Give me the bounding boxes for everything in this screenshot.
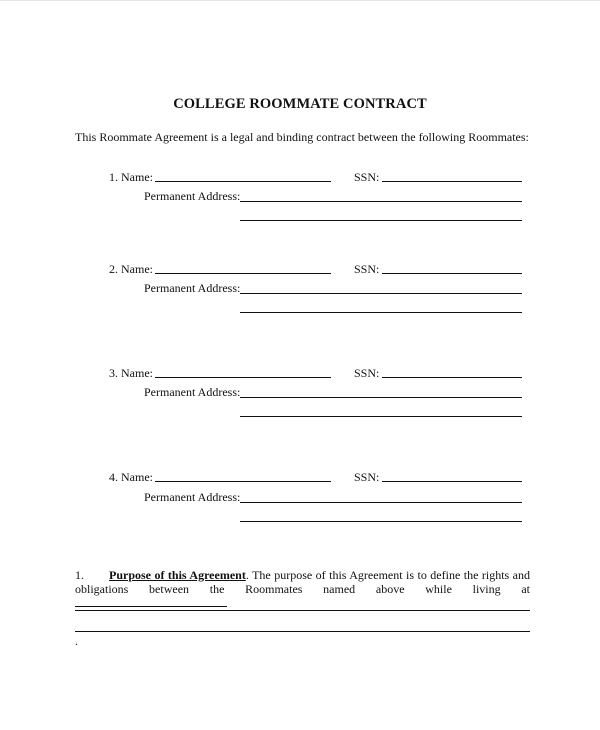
address-field-2a[interactable] <box>240 293 522 294</box>
ssn-label-4: SSN: <box>354 470 380 484</box>
name-field-1[interactable] <box>155 181 331 182</box>
name-label-3: 3. Name: <box>109 366 153 380</box>
address-field-3b[interactable] <box>240 416 522 417</box>
section-text: . The purpose of this Agreement is to define the rights and obligations between the Roommates named above while living at <box>75 568 530 596</box>
page-top-edge <box>0 0 600 1</box>
address-field-4a[interactable] <box>240 502 522 503</box>
address-field-1a[interactable] <box>240 201 522 202</box>
address-field-1b[interactable] <box>240 220 522 221</box>
purpose-section <box>75 568 530 610</box>
section-number: 1. <box>75 568 84 582</box>
name-field-2[interactable] <box>155 273 331 274</box>
name-label-4: 4. Name: <box>109 470 153 484</box>
address-label-1: Permanent Address: <box>144 189 241 203</box>
name-label-1: 1. Name: <box>109 170 153 184</box>
address-label-4: Permanent Address: <box>144 490 241 504</box>
address-field-4b[interactable] <box>240 521 522 522</box>
address-label-2: Permanent Address: <box>144 281 241 295</box>
purpose-field-line-1[interactable] <box>75 610 530 611</box>
ssn-field-3[interactable] <box>382 377 522 378</box>
section-end-period: . <box>75 634 78 648</box>
document-title: COLLEGE ROOMMATE CONTRACT <box>173 96 427 112</box>
section-heading: Purpose of this Agreement <box>109 568 246 582</box>
name-field-4[interactable] <box>155 481 331 482</box>
purpose-field-line-2[interactable] <box>75 631 530 632</box>
name-label-2: 2. Name: <box>109 262 153 276</box>
ssn-label-3: SSN: <box>354 366 380 380</box>
intro-text: This Roommate Agreement is a legal and binding contract between the following Roommates: <box>75 130 529 144</box>
address-field-2b[interactable] <box>240 312 522 313</box>
ssn-field-4[interactable] <box>382 481 522 482</box>
ssn-label-2: SSN: <box>354 262 380 276</box>
ssn-field-1[interactable] <box>382 181 522 182</box>
address-label-3: Permanent Address: <box>144 385 241 399</box>
residence-address-field[interactable] <box>75 596 227 607</box>
name-field-3[interactable] <box>155 377 331 378</box>
address-field-3a[interactable] <box>240 397 522 398</box>
ssn-label-1: SSN: <box>354 170 380 184</box>
ssn-field-2[interactable] <box>382 273 522 274</box>
